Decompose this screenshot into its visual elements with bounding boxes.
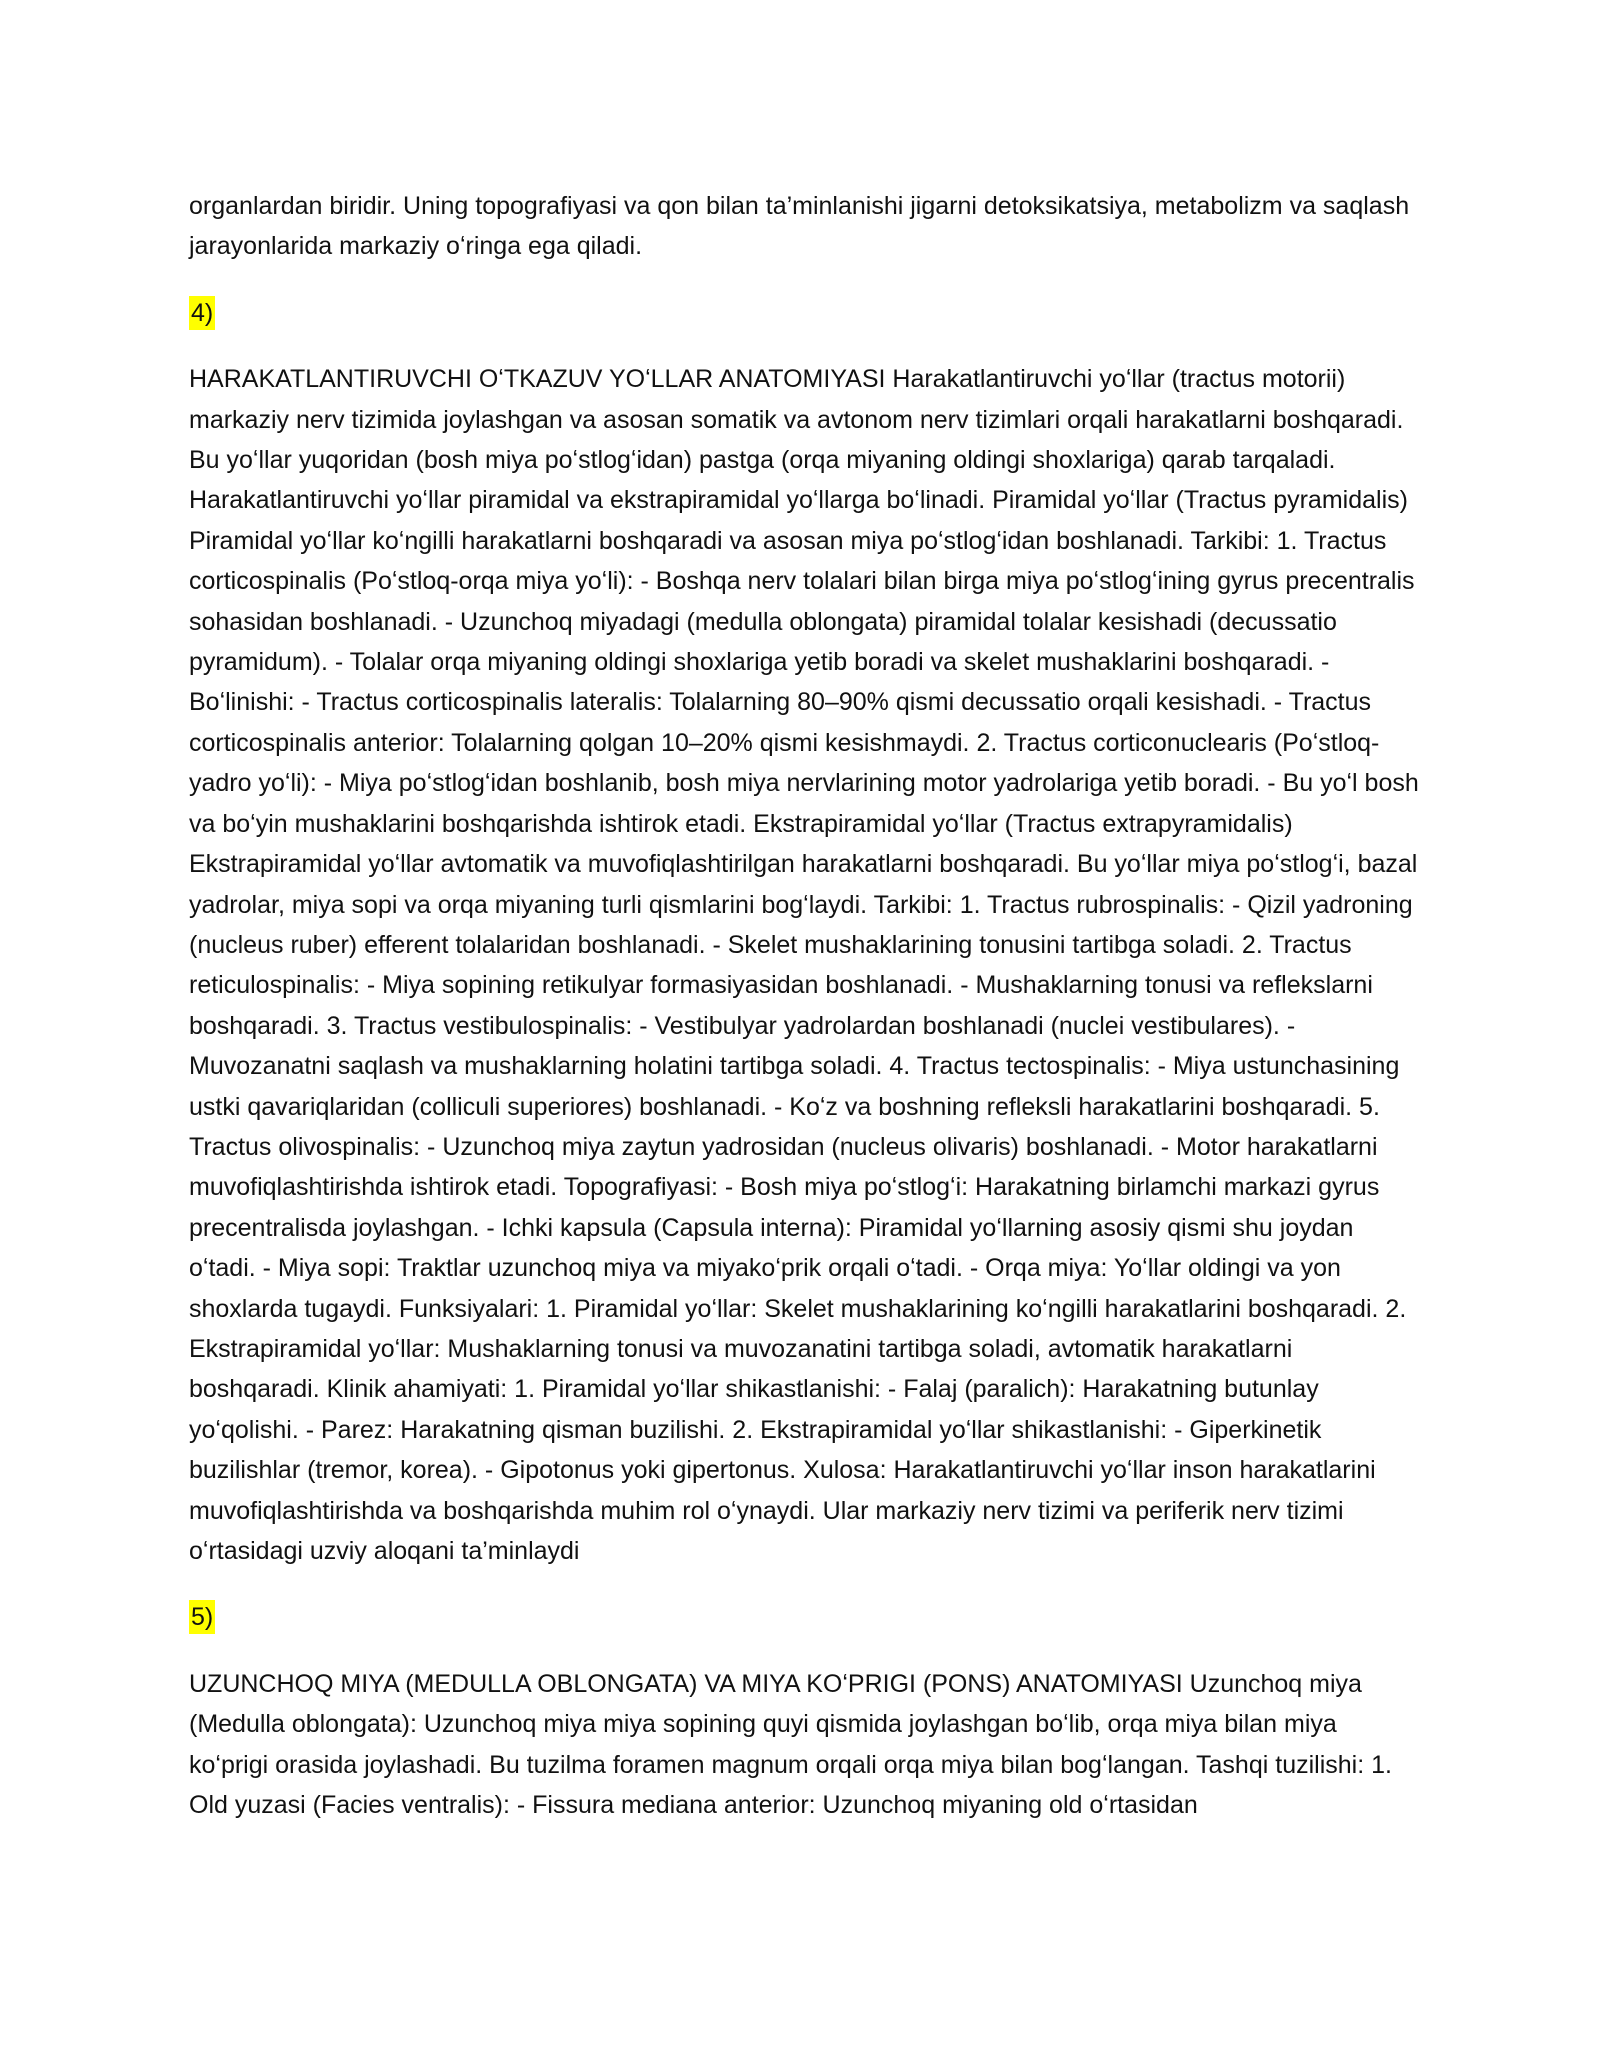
section-5-body: UZUNCHOQ MIYA (MEDULLA OBLONGATA) VA MIYA KOʻPRIGI (PONS) ANATOMIYASI Uzunchoq miya (Medulla oblongata): Uzunchoq miya miya sopining quyi qismida joylashgan boʻlib, orqa miya bilan miya koʻprigi orasida joylashadi. Bu tuzilma foramen magnum orqali orqa miya bilan bogʻlangan. Tashqi tuzilishi: 1. Old yuzasi (Facies ventralis): - Fissura mediana anterior: Uzunchoq miyaning old oʻrtasidan [189, 1669, 1392, 1820]
section-4-marker: 4) [189, 296, 215, 330]
document-body [189, 186, 1419, 1825]
intro-paragraph: organlardan biridir. Uning topografiyasi va qon bilan ta’minlanishi jigarni detoksikatsiya, metabolizm va saqlash jarayonlarida markaziy oʻringa ega qiladi. [189, 192, 1410, 261]
section-5-marker-line [189, 1597, 1419, 1637]
section-4-body: HARAKATLANTIRUVCHI OʻTKAZUV YOʻLLAR ANATOMIYASI Harakatlantiruvchi yoʻllar (tractus motorii) markaziy nerv tizimida joylashgan va asosan somatik va avtonom nerv tizimlari orqali harakatlarni boshqaradi. Bu yoʻllar yuqoridan (bosh miya poʻstlogʻidan) pastga (orqa miyaning oldingi shoxlariga) qarab tarqaladi. Harakatlantiruvchi yoʻllar piramidal va ekstrapiramidal yoʻllarga boʻlinadi. Piramidal yoʻllar (Tractus pyramidalis) Piramidal yoʻllar koʻngilli harakatlarni boshqaradi va asosan miya poʻstlogʻidan boshlanadi. Tarkibi: 1. Tractus corticospinalis (Poʻstloq-orqa miya yoʻli): - Boshqa nerv tolalari bilan birga miya poʻstlogʻining gyrus precentralis sohasidan boshlanadi. - Uzunchoq miyadagi (medulla oblongata) piramidal tolalar kesishadi (decussatio pyramidum). - Tolalar orqa miyaning oldingi shoxlariga yetib boradi va skelet mushaklarini boshqaradi. - Boʻlinishi: - Tractus corticospinalis lateralis: Tolalarning 80–90% qismi decussatio orqali kesishadi. - Tractus corticospinalis anterior: Tolalarning qolgan 10–20% qismi kesishmaydi. 2. Tractus corticonuclearis (Poʻstloq-yadro yoʻli): - Miya poʻstlogʻidan boshlanib, bosh miya nervlarining motor yadrolariga yetib boradi. - Bu yoʻl bosh va boʻyin mushaklarini boshqarishda ishtirok etadi. Ekstrapiramidal yoʻllar (Tractus extrapyramidalis) Ekstrapiramidal yoʻllar avtomatik va muvofiqlashtirilgan harakatlarni boshqaradi. Bu yoʻllar miya poʻstlogʻi, bazal yadrolar, miya sopi va orqa miyaning turli qismlarini bogʻlaydi. Tarkibi: 1. Tractus rubrospinalis: - Qizil yadroning (nucleus ruber) efferent tolalaridan boshlanadi. - Skelet mushaklarining tonusini tartibga soladi. 2. Tractus reticulospinalis: - Miya sopining retikulyar formasiyasidan boshlanadi. - Mushaklarning tonusi va reflekslarni boshqaradi. 3. Tractus vestibulospinalis: - Vestibulyar yadrolardan boshlanadi (nuclei vestibulares). - Muvozanatni saqlash va mushaklarning holatini tartibga soladi. 4. Tractus tectospinalis: - Miya ustunchasining ustki qavariqlaridan (colliculi superiores) boshlanadi. - Koʻz va boshning refleksli harakatlarini boshqaradi. 5. Tractus olivospinalis: - Uzunchoq miya zaytun yadrosidan (nucleus olivaris) boshlanadi. - Motor harakatlarni muvofiqlashtirishda ishtirok etadi. Topografiyasi: - Bosh miya poʻstlogʻi: Harakatning birlamchi markazi gyrus precentralisda joylashgan. - Ichki kapsula (Capsula interna): Piramidal yoʻllarning asosiy qismi shu joydan oʻtadi. - Miya sopi: Traktlar uzunchoq miya va miyakoʻprik orqali oʻtadi. - Orqa miya: Yoʻllar oldingi va yon shoxlarda tugaydi. Funksiyalari: 1. Piramidal yoʻllar: Skelet mushaklarining koʻngilli harakatlarini boshqaradi. 2. Ekstrapiramidal yoʻllar: Mushaklarning tonusi va muvozanatini tartibga soladi, avtomatik harakatlarni boshqaradi. Klinik ahamiyati: 1. Piramidal yoʻllar shikastlanishi: - Falaj (paralich): Harakatning butunlay yoʻqolishi. - Parez: Harakatning qisman buzilishi. 2. Ekstrapiramidal yoʻllar shikastlanishi: - Giperkinetik buzilishlar (tremor, korea). - Gipotonus yoki gipertonus. Xulosa: Harakatlantiruvchi yoʻllar inson harakatlarini muvofiqlashtirishda va boshqarishda muhim rol oʻynaydi. Ular markaziy nerv tizimi va periferik nerv tizimi oʻrtasidagi uzviy aloqani ta’minlaydi [189, 365, 1419, 1565]
section-5-marker: 5) [189, 1600, 215, 1634]
section-4-marker-line [189, 293, 1419, 333]
